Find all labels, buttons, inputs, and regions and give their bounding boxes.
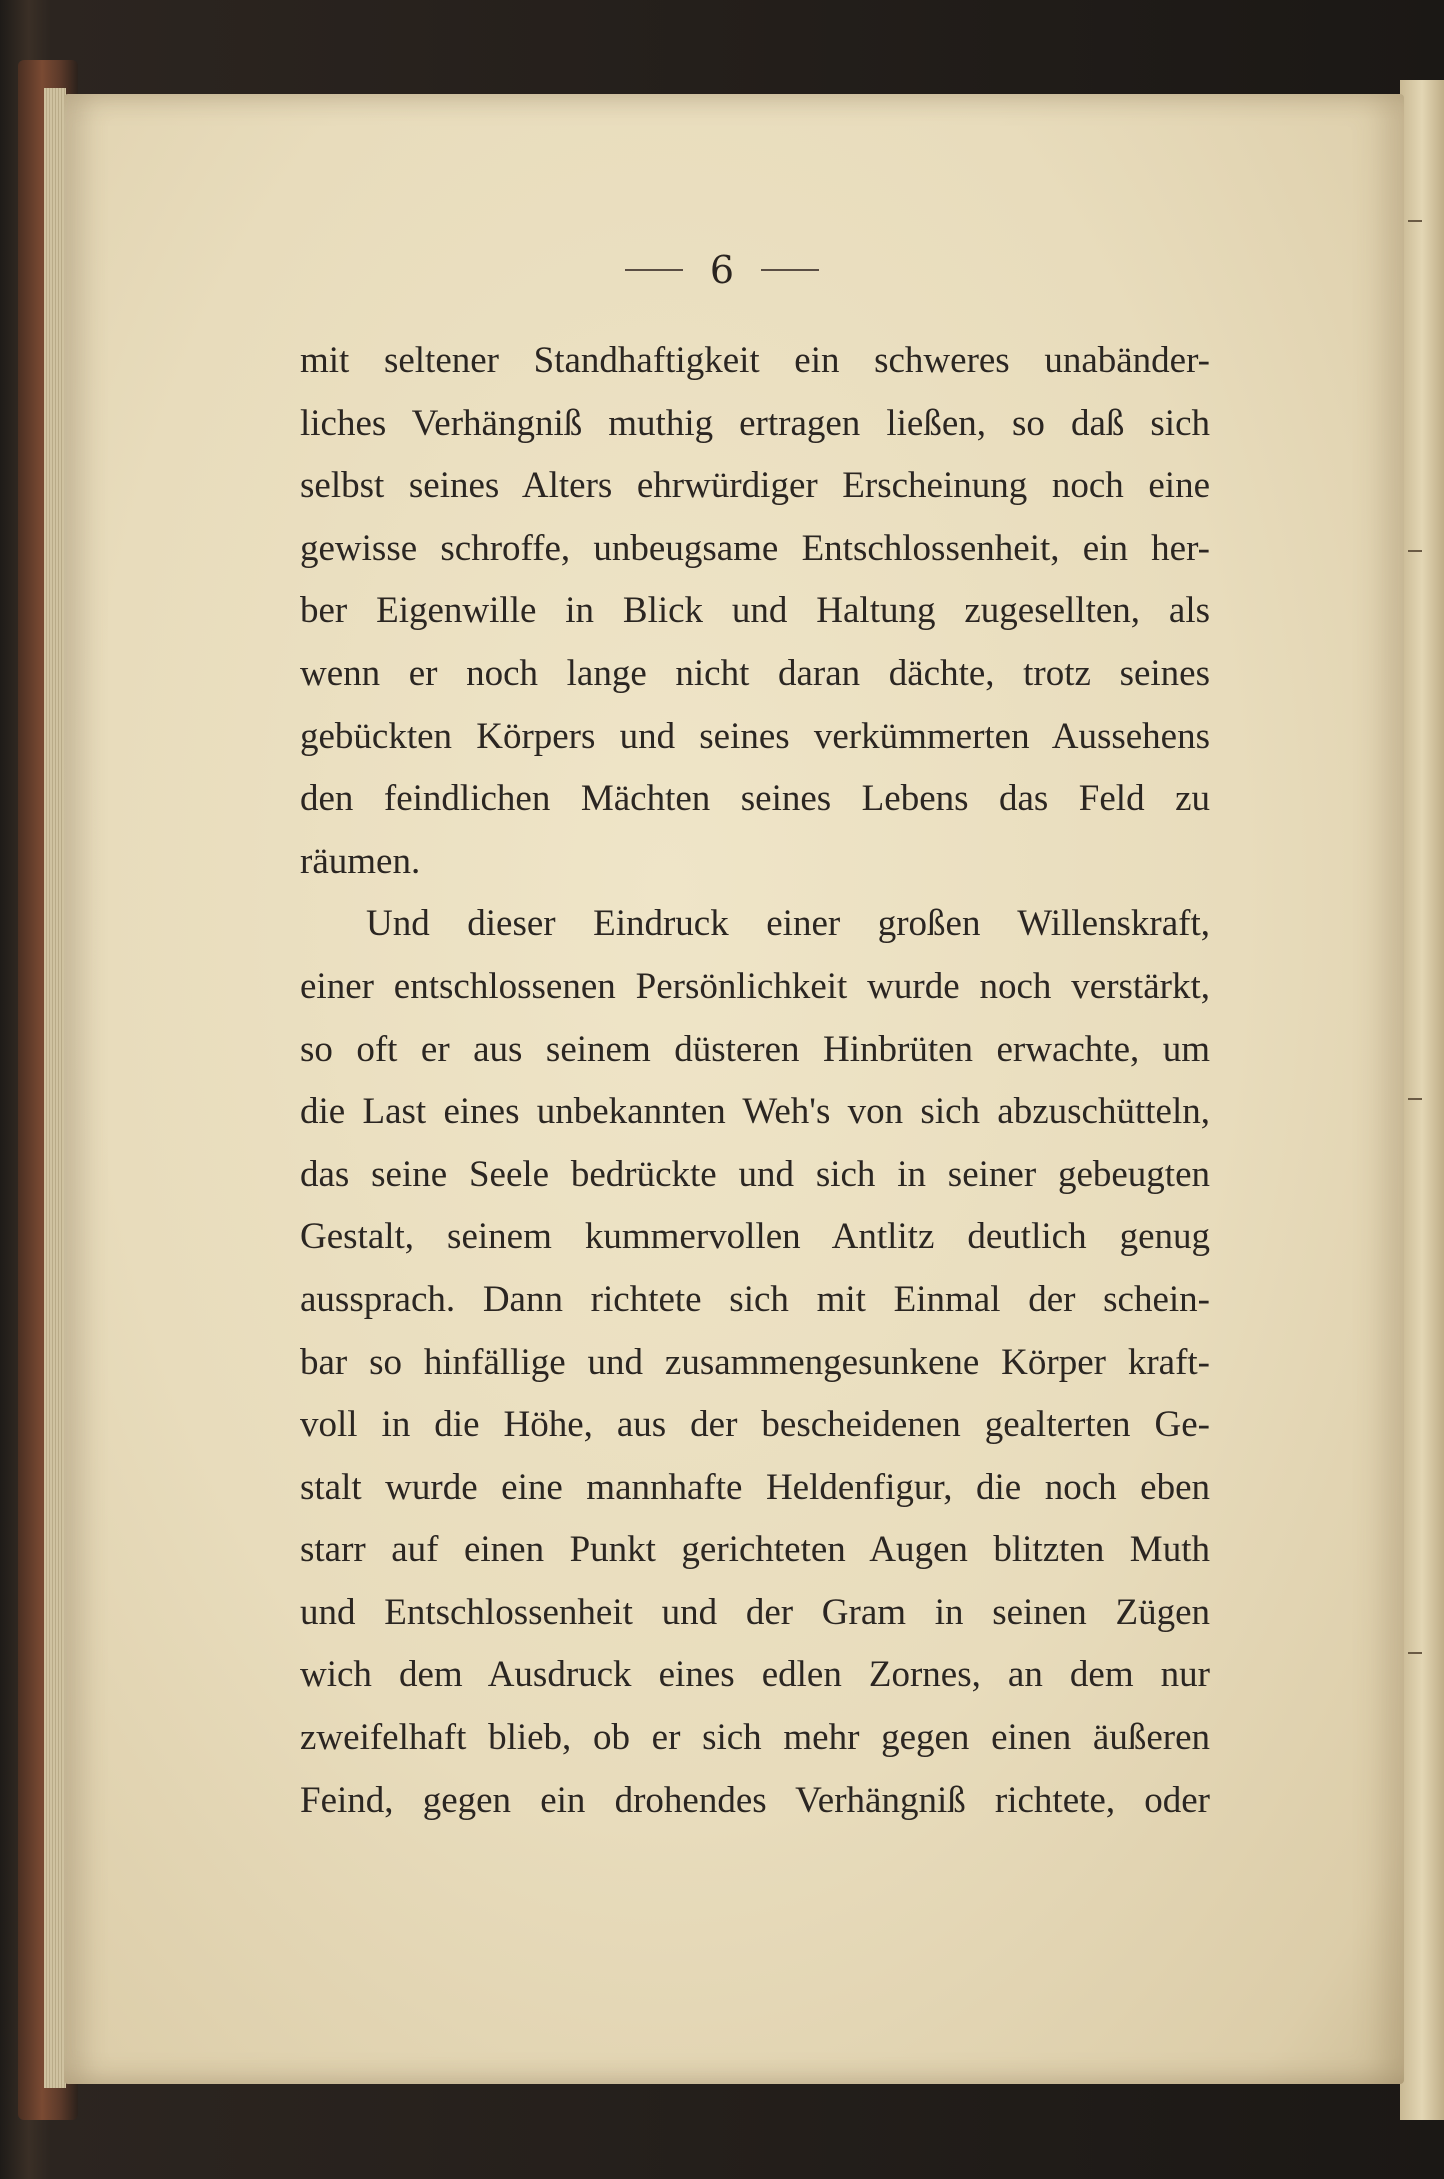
text-line: liches Verhängniß muthig ertragen ließen, so daß sich: [300, 402, 1210, 444]
text-line: ber Eigenwille in Blick und Haltung zugesellten, als: [300, 590, 1210, 632]
facing-page-edge: [1400, 80, 1444, 2120]
header-rule-left: [625, 269, 683, 271]
text-line: Und dieser Eindruck einer großen Willenskraft,: [366, 903, 1210, 945]
text-line: wenn er noch lange nicht daran dächte, trotz seines: [300, 652, 1210, 694]
text-line: bar so hinfällige und zusammengesunkene Körper kraft-: [300, 1341, 1210, 1383]
text-line: und Entschlossenheit und der Gram in seinen Zügen: [300, 1591, 1210, 1633]
text-line: starr auf einen Punkt gerichteten Augen blitzten Muth: [300, 1529, 1210, 1571]
text-line: selbst seines Alters ehrwürdiger Erscheinung noch eine: [300, 465, 1210, 507]
text-line: stalt wurde eine mannhafte Heldenfigur, die noch eben: [300, 1466, 1210, 1508]
text-line: die Last eines unbekannten Weh's von sich abzuschütteln,: [300, 1091, 1210, 1133]
text-line: Gestalt, seinem kummervollen Antlitz deutlich genug: [300, 1216, 1210, 1258]
text-line: Feind, gegen ein drohendes Verhängniß richtete, oder: [300, 1779, 1210, 1821]
header-rule-right: [761, 269, 819, 271]
text-line: den feindlichen Mächten seines Lebens das Feld zu: [300, 778, 1210, 820]
page-header: [0, 248, 1444, 292]
page-body-text: [300, 330, 1210, 1832]
text-line: aussprach. Dann richtete sich mit Einmal der schein-: [300, 1278, 1210, 1320]
text-line: gewisse schroffe, unbeugsame Entschlossenheit, ein her-: [300, 527, 1210, 569]
text-line: mit seltener Standhaftigkeit ein schweres unabänder-: [300, 340, 1210, 381]
text-line: so oft er aus seinem düsteren Hinbrüten erwachte, um: [300, 1028, 1210, 1070]
text-line: räumen.: [300, 840, 421, 882]
text-line: gebückten Körpers und seines verkümmerten Aussehens: [300, 715, 1210, 757]
page-number: 6: [709, 248, 735, 292]
text-line: voll in die Höhe, aus der bescheidenen gealterten Ge-: [300, 1404, 1210, 1446]
text-line: einer entschlossenen Persönlichkeit wurde noch verstärkt,: [300, 965, 1210, 1007]
text-line: das seine Seele bedrückte und sich in seiner gebeugten: [300, 1153, 1210, 1195]
page-marker: [1408, 1652, 1422, 1654]
page-stack: [44, 88, 66, 2088]
text-line: zweifelhaft blieb, ob er sich mehr gegen einen äußeren: [300, 1717, 1210, 1759]
page-marker: [1408, 1098, 1422, 1100]
page-marker: [1408, 550, 1422, 552]
text-line: wich dem Ausdruck eines edlen Zornes, an dem nur: [300, 1654, 1210, 1696]
page-marker: [1408, 220, 1422, 222]
